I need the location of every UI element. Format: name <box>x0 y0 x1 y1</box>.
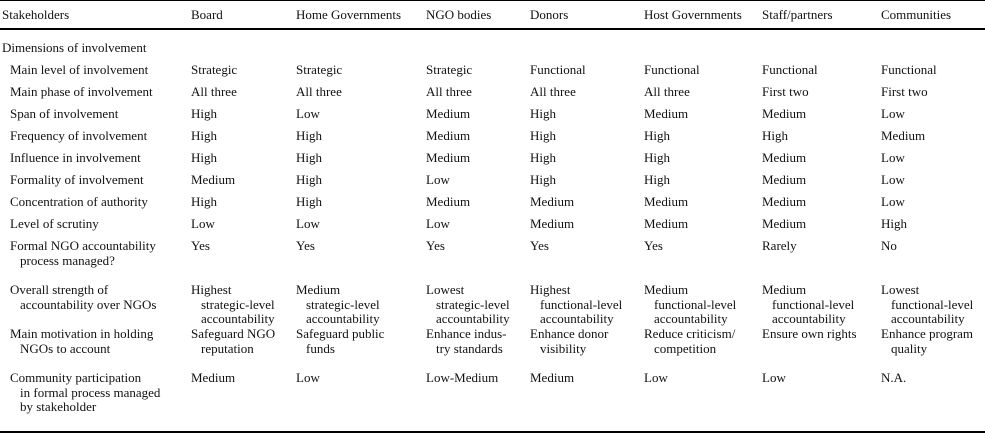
row-label <box>10 85 153 100</box>
row-label-line: process managed? <box>20 252 115 268</box>
table-cell <box>296 327 384 356</box>
cell-line: N.A. <box>881 370 907 385</box>
cell-line: Medium <box>762 216 807 231</box>
cell-line: High <box>191 150 217 165</box>
cell-line: High <box>530 150 556 165</box>
table-cell <box>644 195 688 210</box>
cell-line: High <box>296 128 322 143</box>
cell-line: reputation <box>201 340 254 356</box>
table-cell <box>191 371 235 386</box>
table-cell <box>191 327 275 356</box>
cell-line: Low <box>296 106 320 121</box>
row-label-line: Main level of involvement <box>10 62 149 77</box>
table-cell <box>296 195 322 210</box>
cell-line: Medium <box>530 194 575 209</box>
cell-line: Medium <box>644 194 689 209</box>
table-cell <box>426 239 445 254</box>
row-label-line: Overall strength of <box>10 282 109 297</box>
table-cell <box>644 327 735 356</box>
table-cell <box>644 151 670 166</box>
table-cell <box>426 283 510 327</box>
column-header: Communities <box>881 7 952 22</box>
cell-line: Medium <box>191 370 236 385</box>
cell-line: Medium <box>644 282 689 297</box>
column-header: Staff/partners <box>762 7 833 22</box>
table-cell <box>530 173 556 188</box>
cell-line: Strategic <box>296 62 343 77</box>
row-label-line: Level of scrutiny <box>10 216 99 231</box>
cell-line: Low <box>881 194 905 209</box>
cell-line: Low <box>191 216 215 231</box>
table-cell <box>762 129 788 144</box>
cell-line: Medium <box>762 150 807 165</box>
row-label-line: Formality of involvement <box>10 172 144 187</box>
table-cell <box>191 283 275 327</box>
cell-line: Safeguard public <box>296 326 385 341</box>
cell-line: accountability <box>654 311 728 326</box>
cell-line: High <box>296 194 322 209</box>
cell-line: Safeguard NGO <box>191 326 276 341</box>
table-cell <box>762 63 818 78</box>
row-label <box>10 107 118 122</box>
cell-line: Yes <box>191 238 210 253</box>
table-cell <box>881 107 905 122</box>
cell-line: visibility <box>540 340 587 356</box>
cell-line: Highest <box>191 282 232 297</box>
column-header: Host Governments <box>644 7 742 22</box>
cell-line: Medium <box>644 216 689 231</box>
table-cell <box>191 173 235 188</box>
table-cell <box>426 327 507 356</box>
cell-line: High <box>881 216 907 231</box>
row-label-line: in formal process managed <box>20 384 161 400</box>
row-label <box>10 217 99 232</box>
cell-line: Rarely <box>762 238 797 253</box>
table-cell <box>881 195 905 210</box>
row-label-line: Community participation <box>10 370 142 385</box>
cell-line: accountability <box>772 311 846 326</box>
cell-line: High <box>191 128 217 143</box>
cell-line: functional-level <box>891 296 974 312</box>
column-header: NGO bodies <box>426 7 492 22</box>
table-cell <box>644 217 688 232</box>
row-label <box>10 239 156 268</box>
cell-line: All three <box>296 84 342 99</box>
row-label <box>10 151 141 166</box>
table-cell <box>762 239 797 254</box>
table-cell <box>762 151 806 166</box>
cell-line: Medium <box>191 172 236 187</box>
row-label <box>10 173 144 188</box>
table-cell <box>762 217 806 232</box>
table-cell <box>296 217 320 232</box>
cell-line: accountability <box>891 311 965 326</box>
cell-line: High <box>191 106 217 121</box>
table-cell <box>426 129 470 144</box>
cell-line: Medium <box>762 194 807 209</box>
cell-line: Lowest <box>426 282 465 297</box>
cell-line: Low <box>881 172 905 187</box>
table-cell <box>644 85 690 100</box>
table-cell <box>530 239 549 254</box>
table-cell <box>881 371 906 386</box>
cell-line: functional-level <box>772 296 855 312</box>
row-label-line: Influence in involvement <box>10 150 141 165</box>
cell-line: accountability <box>306 311 380 326</box>
table-cell <box>530 327 608 356</box>
row-label-line: Main motivation in holding <box>10 326 154 341</box>
cell-line: Enhance indus- <box>426 326 507 341</box>
table-cell <box>296 63 342 78</box>
table-cell <box>426 85 472 100</box>
table-cell <box>296 371 320 386</box>
cell-line: Functional <box>530 62 586 77</box>
cell-line: Low <box>762 370 786 385</box>
table-cell <box>762 85 809 100</box>
cell-line: quality <box>891 340 928 356</box>
table-cell <box>644 371 668 386</box>
cell-line: Low <box>296 216 320 231</box>
table-cell <box>296 283 380 327</box>
row-label-line: accountability over NGOs <box>20 296 157 312</box>
table-cell <box>426 151 470 166</box>
cell-line: Yes <box>296 238 315 253</box>
cell-line: strategic-level <box>306 296 380 312</box>
cell-line: Strategic <box>426 62 473 77</box>
cell-line: Yes <box>530 238 549 253</box>
cell-line: High <box>296 172 322 187</box>
table-cell <box>296 239 315 254</box>
cell-line: functional-level <box>540 296 623 312</box>
table-cell <box>881 173 905 188</box>
cell-line: Enhance donor <box>530 326 609 341</box>
cell-line: Medium <box>296 282 341 297</box>
cell-line: Medium <box>426 128 471 143</box>
table-cell <box>530 217 574 232</box>
cell-line: Medium <box>762 172 807 187</box>
table-cell <box>296 85 342 100</box>
table-cell <box>762 195 806 210</box>
cell-line: Yes <box>644 238 663 253</box>
cell-line: Strategic <box>191 62 238 77</box>
table-cell <box>296 151 322 166</box>
table-cell <box>881 129 925 144</box>
cell-line: High <box>762 128 788 143</box>
cell-line: Low <box>296 370 320 385</box>
cell-line: Medium <box>644 106 689 121</box>
cell-line: First two <box>762 84 809 99</box>
cell-line: First two <box>881 84 928 99</box>
table-cell <box>191 85 237 100</box>
cell-line: strategic-level <box>436 296 510 312</box>
cell-line: Medium <box>762 282 807 297</box>
cell-line: Lowest <box>881 282 920 297</box>
table-cell <box>644 239 663 254</box>
cell-line: Reduce criticism/ <box>644 326 736 341</box>
table-cell <box>191 195 217 210</box>
table-cell <box>296 107 320 122</box>
section-label: Dimensions of involvement <box>2 40 147 55</box>
cell-line: Low <box>426 172 450 187</box>
cell-line: Ensure own rights <box>762 326 857 341</box>
table-cell <box>881 151 905 166</box>
table-cell <box>530 129 556 144</box>
cell-line: All three <box>191 84 237 99</box>
cell-line: Yes <box>426 238 445 253</box>
cell-line: Medium <box>426 194 471 209</box>
column-header: Home Governments <box>296 7 402 22</box>
cell-line: Medium <box>881 128 926 143</box>
column-header: Board <box>191 7 223 22</box>
cell-line: Low <box>881 150 905 165</box>
column-header: Stakeholders <box>2 7 70 22</box>
cell-line: High <box>530 106 556 121</box>
row-label-line: NGOs to account <box>20 340 111 356</box>
cell-line: try standards <box>436 340 503 356</box>
cell-line: High <box>644 150 670 165</box>
cell-line: accountability <box>436 311 510 326</box>
row-label-line: by stakeholder <box>20 399 97 414</box>
cell-line: High <box>296 150 322 165</box>
cell-line: Low-Medium <box>426 370 499 385</box>
cell-line: Low <box>644 370 668 385</box>
row-label-line: Main phase of involvement <box>10 84 153 99</box>
cell-line: Functional <box>644 62 700 77</box>
table-cell <box>530 371 574 386</box>
cell-line: strategic-level <box>201 296 275 312</box>
table-cell <box>762 327 857 342</box>
table-cell <box>762 173 806 188</box>
table-cell <box>426 63 472 78</box>
table-header-rule <box>0 28 985 30</box>
row-label-line: Concentration of authority <box>10 194 148 209</box>
table-cell <box>644 173 670 188</box>
cell-line: High <box>530 172 556 187</box>
table-cell <box>881 217 907 232</box>
cell-line: competition <box>654 340 717 356</box>
table-cell <box>762 283 854 327</box>
table-cell <box>644 129 670 144</box>
table-cell <box>191 239 210 254</box>
cell-line: accountability <box>540 311 614 326</box>
table-cell <box>191 151 217 166</box>
column-header: Donors <box>530 7 569 22</box>
table-cell <box>881 63 937 78</box>
table-cell <box>191 129 217 144</box>
table-cell <box>191 217 215 232</box>
table-cell <box>530 151 556 166</box>
table-top-rule <box>0 0 985 1</box>
table-cell <box>881 239 897 254</box>
table-cell <box>530 63 586 78</box>
table-cell <box>530 107 556 122</box>
table-cell <box>426 195 470 210</box>
cell-line: High <box>644 172 670 187</box>
table-cell <box>426 217 450 232</box>
row-label <box>10 63 148 78</box>
cell-line: Low <box>881 106 905 121</box>
table-cell <box>530 195 574 210</box>
cell-line: Medium <box>530 370 575 385</box>
row-label <box>10 195 148 210</box>
cell-line: No <box>881 238 897 253</box>
table-cell <box>644 283 736 327</box>
cell-line: Medium <box>762 106 807 121</box>
cell-line: Functional <box>762 62 818 77</box>
cell-line: functional-level <box>654 296 737 312</box>
cell-line: High <box>644 128 670 143</box>
table-cell <box>881 85 928 100</box>
table-cell <box>426 371 498 386</box>
cell-line: All three <box>426 84 472 99</box>
table-cell <box>530 283 622 327</box>
table-cell <box>296 129 322 144</box>
table-cell <box>426 173 450 188</box>
table-cell <box>762 107 806 122</box>
cell-line: Medium <box>426 150 471 165</box>
cell-line: Medium <box>530 216 575 231</box>
row-label-line: Span of involvement <box>10 106 119 121</box>
cell-line: Functional <box>881 62 937 77</box>
cell-line: Low <box>426 216 450 231</box>
row-label <box>10 327 153 356</box>
table-cell <box>191 63 237 78</box>
cell-line: All three <box>530 84 576 99</box>
row-label-line: Frequency of involvement <box>10 128 148 143</box>
row-label-line: Formal NGO accountability <box>10 238 156 253</box>
table-cell <box>644 107 688 122</box>
table-cell <box>296 173 322 188</box>
row-label <box>10 283 156 312</box>
cell-line: Highest <box>530 282 571 297</box>
table-cell <box>881 327 973 356</box>
cell-line: High <box>191 194 217 209</box>
cell-line: All three <box>644 84 690 99</box>
table-cell <box>881 283 973 327</box>
table-cell <box>644 63 700 78</box>
table-cell <box>530 85 576 100</box>
row-label <box>10 371 160 415</box>
table-cell <box>762 371 786 386</box>
cell-line: funds <box>306 340 335 356</box>
table-cell <box>191 107 217 122</box>
cell-line: High <box>530 128 556 143</box>
row-label <box>10 129 147 144</box>
cell-line: Enhance program <box>881 326 974 341</box>
cell-line: accountability <box>201 311 275 326</box>
table-cell <box>426 107 470 122</box>
cell-line: Medium <box>426 106 471 121</box>
